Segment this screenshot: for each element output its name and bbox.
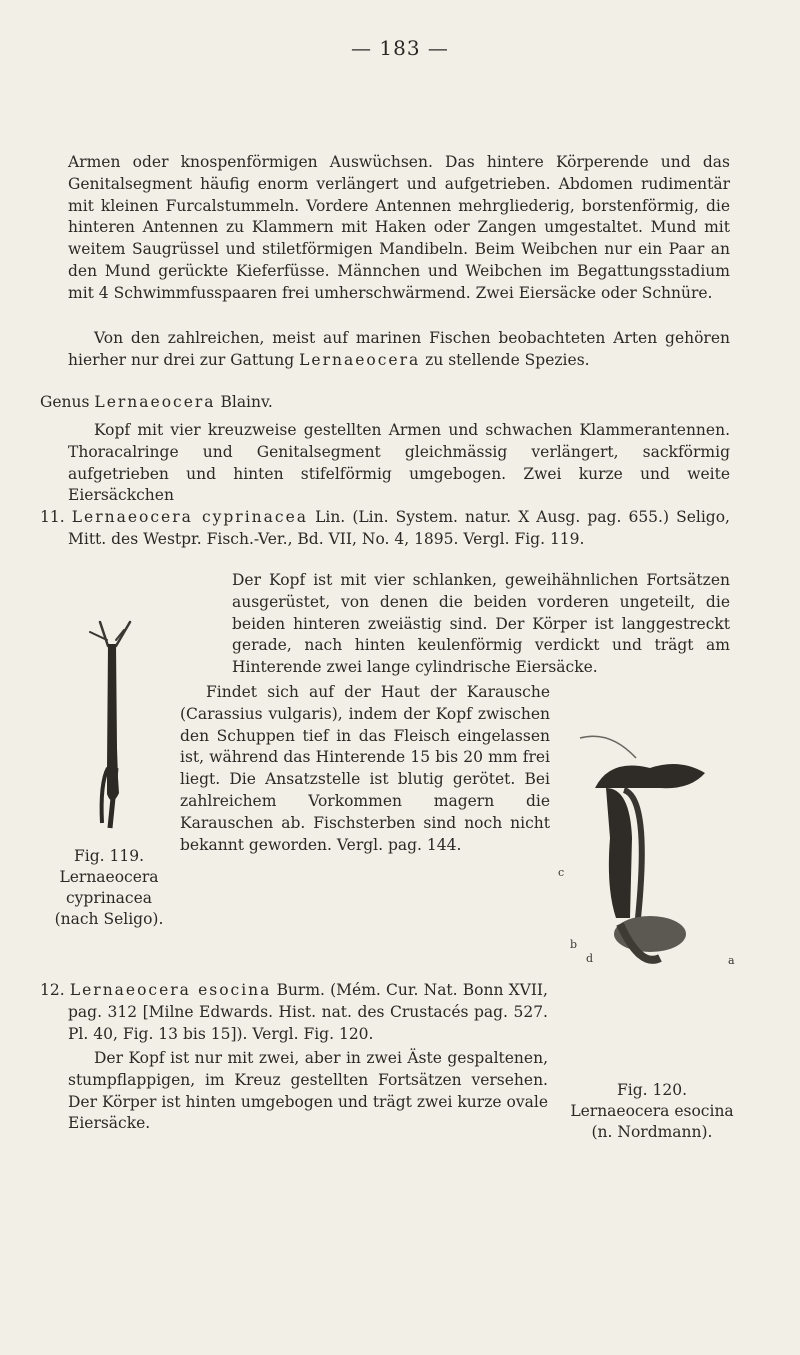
genus-heading-author: Blainv.	[220, 393, 273, 411]
species-12-citation: Burm. (Mém. Cur. Nat. Bonn XVII, pag. 312 [Milne Edwards. Hist. nat. des Crustacés pag. 527. Pl. 40, Fig. 13 bis 15]). Vergl. Fig. 120.	[68, 981, 548, 1043]
species-11-entry	[40, 507, 730, 551]
species-12-description: Der Kopf ist nur mit zwei, aber in zwei Äste gespaltenen, stumpflappigen, im Kreuz gestellten Fortsätzen versehen. Der Körper ist hinten umgebogen und trägt zwei kurze ovale Eiersäcke.	[68, 1049, 548, 1133]
species-11-description: Der Kopf ist mit vier schlanken, geweihähnlichen Fortsätzen ausgerüstet, von denen die beiden vorderen ungeteilt, die beiden hinteren zweiästig sind. Der Körper ist langgestreckt gerade, nach hinten keulenförmig verdickt und trägt am Hinterende zwei lange cylindrische Eiersäcke.	[232, 571, 730, 677]
species-11-name: Lernaeocera cyprinacea	[71, 508, 308, 526]
fig-119-caption-line4: (nach Seligo).	[54, 910, 164, 928]
genus-heading	[40, 392, 730, 414]
species-12-entry	[40, 980, 548, 1045]
fig-119-caption-line2: Lernaeocera	[59, 868, 159, 886]
fig-120-label-d: d	[586, 952, 594, 965]
fig-120-illustration	[540, 728, 750, 978]
fig-119-caption-line1: Fig. 119.	[74, 847, 144, 865]
fig-120-caption-line2: Lernaeocera esocina	[570, 1102, 734, 1120]
species-12-name: Lernaeocera esocina	[69, 981, 272, 999]
genus-heading-name: Lernaeocera	[94, 393, 216, 411]
intro-paragraph: Armen oder knospenförmigen Auswüchsen. Das hintere Körperende und das Genitalsegment häufig enorm verlängert und aufgetrieben. Abdomen rudimentär mit kleinen Furcalstummeln. Vordere Antennen mehrgliederig, borstenförmig, die hinteren Antennen zu Klammern mit Haken oder Zangen umgestaltet. Mund mit weitem Saugrüssel und stiletförmigen Mandibeln. Beim Weibchen nur ein Paar an den Mund gerückte Kieferfüsse. Männchen und Weibchen im Begattungsstadium mit 4 Schwimmfusspaaren frei umherschwärmend. Zwei Eiersäcke oder Schnüre.	[68, 153, 730, 302]
genus-name-inline: Lernaeocera	[299, 350, 421, 369]
fig-120-caption-line3: (n. Nordmann).	[591, 1123, 713, 1141]
fig-120-label-b: b	[570, 938, 578, 951]
page-number: — 183 —	[351, 36, 449, 60]
species-11-citation: Lin. (Lin. System. natur. X Ausg. pag. 655.) Seligo, Mitt. des Westpr. Fisch.-Ver., Bd. VII, No. 4, 1895. Vergl. Fig. 119.	[68, 508, 730, 548]
fig-119-illustration	[80, 618, 140, 838]
genus-description: Kopf mit vier kreuzweise gestellten Armen und schwachen Klammerantennen. Thoracalringe und Genitalsegment gleichmässig verlängert, sackförmig aufgetrieben und hinten stifelförmig umgebogen. Zwei kurze und weite Eiersäckchen	[68, 421, 730, 505]
genus-heading-prefix: Genus	[40, 393, 90, 411]
fig-120-label-a: a	[728, 954, 735, 967]
intro-paragraph-genera	[68, 328, 730, 372]
fig-120-caption	[552, 1080, 752, 1143]
fig-120-caption-line1: Fig. 120.	[617, 1081, 687, 1099]
fig-119-caption	[34, 846, 184, 930]
genera-text-a: Von den zahlreichen, meist auf marinen Fischen beobachteten Arten gehören hierher nur drei zur Gattung	[68, 329, 730, 369]
species-11-number: 11.	[40, 508, 65, 526]
fig-120-label-c: c	[558, 866, 565, 879]
fig-119-caption-line3: cyprinacea	[65, 889, 153, 907]
genera-text-b: zu stellende Spezies.	[425, 350, 590, 369]
species-11-habitat: Findet sich auf der Haut der Karausche (Carassius vulgaris), indem der Kopf zwischen den Schuppen tief in das Fleisch eingelassen ist, während das Hinterende 15 bis 20 mm frei liegt. Die Ansatzstelle ist blutig gerötet. Bei zahlreichem Vorkommen magern die Karauschen ab. Fischsterben sind noch nicht bekannt geworden. Vergl. pag. 144.	[180, 683, 550, 854]
species-12-number: 12.	[40, 981, 65, 999]
